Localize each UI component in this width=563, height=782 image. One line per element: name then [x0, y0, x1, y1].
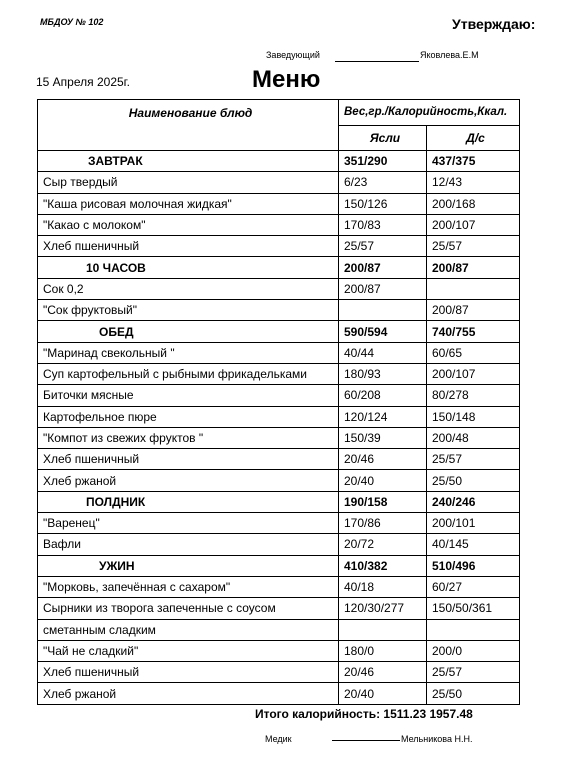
nursery-weight-calories: 25/57: [339, 236, 427, 257]
nursery-weight-calories: [339, 300, 427, 321]
dish-row: [38, 598, 520, 619]
nursery-weight-calories: 190/158: [339, 491, 427, 512]
nursery-weight-calories: 60/208: [339, 385, 427, 406]
kindergarten-weight-calories: 12/43: [427, 172, 520, 193]
page-title: Меню: [252, 66, 321, 93]
dish-name: Картофельное пюре: [38, 406, 339, 427]
medic-signature-line: [332, 740, 400, 741]
column-header-weight-calories: Вес,гр./Калорийность,Ккал.: [339, 100, 520, 126]
medic-name: Мельникова Н.Н.: [401, 734, 473, 744]
kindergarten-weight-calories: 25/57: [427, 236, 520, 257]
total-calories: Итого калорийность: 1511.23 1957.48: [255, 707, 473, 721]
dish-row: [38, 406, 520, 427]
dish-name: "Маринад свекольный ": [38, 342, 339, 363]
approval-heading: Утверждаю:: [452, 16, 536, 32]
kindergarten-weight-calories: 80/278: [427, 385, 520, 406]
kindergarten-weight-calories: 25/57: [427, 449, 520, 470]
dish-row: [38, 214, 520, 235]
kindergarten-weight-calories: 200/101: [427, 513, 520, 534]
column-header-nursery: Ясли: [339, 125, 427, 151]
nursery-weight-calories: 410/382: [339, 555, 427, 576]
nursery-weight-calories: 120/124: [339, 406, 427, 427]
organization-name: МБДОУ № 102: [40, 17, 104, 27]
nursery-weight-calories: 180/93: [339, 363, 427, 384]
dish-row: [38, 513, 520, 534]
menu-table-body: [38, 151, 520, 705]
kindergarten-weight-calories: 25/50: [427, 683, 520, 704]
menu-date: 15 Апреля 2025г.: [36, 75, 130, 89]
nursery-weight-calories: 170/83: [339, 214, 427, 235]
dish-name: Хлеб ржаной: [38, 683, 339, 704]
dish-name: сметанным сладким: [38, 619, 339, 640]
nursery-weight-calories: 590/594: [339, 321, 427, 342]
dish-row: [38, 619, 520, 640]
meal-section-row: [38, 321, 520, 342]
kindergarten-weight-calories: 200/48: [427, 427, 520, 448]
nursery-weight-calories: 20/40: [339, 470, 427, 491]
kindergarten-weight-calories: 740/755: [427, 321, 520, 342]
nursery-weight-calories: 20/40: [339, 683, 427, 704]
nursery-weight-calories: [339, 619, 427, 640]
dish-row: [38, 470, 520, 491]
dish-row: [38, 385, 520, 406]
dish-row: [38, 300, 520, 321]
meal-section-row: [38, 151, 520, 172]
dish-row: [38, 534, 520, 555]
dish-row: [38, 193, 520, 214]
dish-row: [38, 662, 520, 683]
kindergarten-weight-calories: 200/0: [427, 640, 520, 661]
dish-name: "Сок фруктовый": [38, 300, 339, 321]
column-header-dish-name: Наименование блюд: [38, 100, 339, 151]
director-name: Яковлева.Е.М: [420, 50, 479, 60]
dish-row: [38, 683, 520, 704]
dish-name: "Каша рисовая молочная жидкая": [38, 193, 339, 214]
meal-section-name: УЖИН: [38, 555, 339, 576]
director-label: Заведующий: [266, 50, 320, 60]
dish-name: Хлеб пшеничный: [38, 236, 339, 257]
nursery-weight-calories: 200/87: [339, 278, 427, 299]
dish-name: "Варенец": [38, 513, 339, 534]
medic-label: Медик: [265, 734, 292, 744]
dish-name: Хлеб пшеничный: [38, 662, 339, 683]
dish-row: [38, 342, 520, 363]
kindergarten-weight-calories: 60/65: [427, 342, 520, 363]
meal-section-name: 10 ЧАСОВ: [38, 257, 339, 278]
meal-section-name: ПОЛДНИК: [38, 491, 339, 512]
nursery-weight-calories: 20/72: [339, 534, 427, 555]
dish-name: "Компот из свежих фруктов ": [38, 427, 339, 448]
kindergarten-weight-calories: [427, 278, 520, 299]
dish-name: Вафли: [38, 534, 339, 555]
kindergarten-weight-calories: 150/50/361: [427, 598, 520, 619]
kindergarten-weight-calories: 200/87: [427, 300, 520, 321]
column-header-kindergarten: Д/с: [427, 125, 520, 151]
dish-row: [38, 278, 520, 299]
meal-section-row: [38, 491, 520, 512]
nursery-weight-calories: 40/44: [339, 342, 427, 363]
dish-row: [38, 172, 520, 193]
kindergarten-weight-calories: 510/496: [427, 555, 520, 576]
dish-name: Хлеб пшеничный: [38, 449, 339, 470]
dish-name: Сок 0,2: [38, 278, 339, 299]
kindergarten-weight-calories: 40/145: [427, 534, 520, 555]
dish-row: [38, 363, 520, 384]
nursery-weight-calories: 200/87: [339, 257, 427, 278]
kindergarten-weight-calories: 25/57: [427, 662, 520, 683]
dish-name: "Чай не сладкий": [38, 640, 339, 661]
kindergarten-weight-calories: 150/148: [427, 406, 520, 427]
kindergarten-weight-calories: 200/168: [427, 193, 520, 214]
kindergarten-weight-calories: [427, 619, 520, 640]
dish-row: [38, 640, 520, 661]
dish-name: "Морковь, запечённая с сахаром": [38, 576, 339, 597]
nursery-weight-calories: 150/39: [339, 427, 427, 448]
kindergarten-weight-calories: 437/375: [427, 151, 520, 172]
dish-name: Сыр твердый: [38, 172, 339, 193]
dish-name: Суп картофельный с рыбными фрикадельками: [38, 363, 339, 384]
nursery-weight-calories: 20/46: [339, 449, 427, 470]
dish-row: [38, 236, 520, 257]
meal-section-name: ЗАВТРАК: [38, 151, 339, 172]
nursery-weight-calories: 20/46: [339, 662, 427, 683]
dish-name: "Какао с молоком": [38, 214, 339, 235]
kindergarten-weight-calories: 60/27: [427, 576, 520, 597]
kindergarten-weight-calories: 200/107: [427, 214, 520, 235]
dish-row: [38, 427, 520, 448]
nursery-weight-calories: 150/126: [339, 193, 427, 214]
director-signature-line: [335, 61, 419, 62]
nursery-weight-calories: 120/30/277: [339, 598, 427, 619]
nursery-weight-calories: 170/86: [339, 513, 427, 534]
dish-name: Сырники из творога запеченные с соусом: [38, 598, 339, 619]
meal-section-row: [38, 555, 520, 576]
kindergarten-weight-calories: 200/87: [427, 257, 520, 278]
kindergarten-weight-calories: 200/107: [427, 363, 520, 384]
dish-row: [38, 576, 520, 597]
nursery-weight-calories: 6/23: [339, 172, 427, 193]
nursery-weight-calories: 180/0: [339, 640, 427, 661]
dish-row: [38, 449, 520, 470]
nursery-weight-calories: 351/290: [339, 151, 427, 172]
kindergarten-weight-calories: 25/50: [427, 470, 520, 491]
meal-section-name: ОБЕД: [38, 321, 339, 342]
menu-table: [37, 99, 520, 705]
dish-name: Биточки мясные: [38, 385, 339, 406]
nursery-weight-calories: 40/18: [339, 576, 427, 597]
meal-section-row: [38, 257, 520, 278]
dish-name: Хлеб ржаной: [38, 470, 339, 491]
kindergarten-weight-calories: 240/246: [427, 491, 520, 512]
